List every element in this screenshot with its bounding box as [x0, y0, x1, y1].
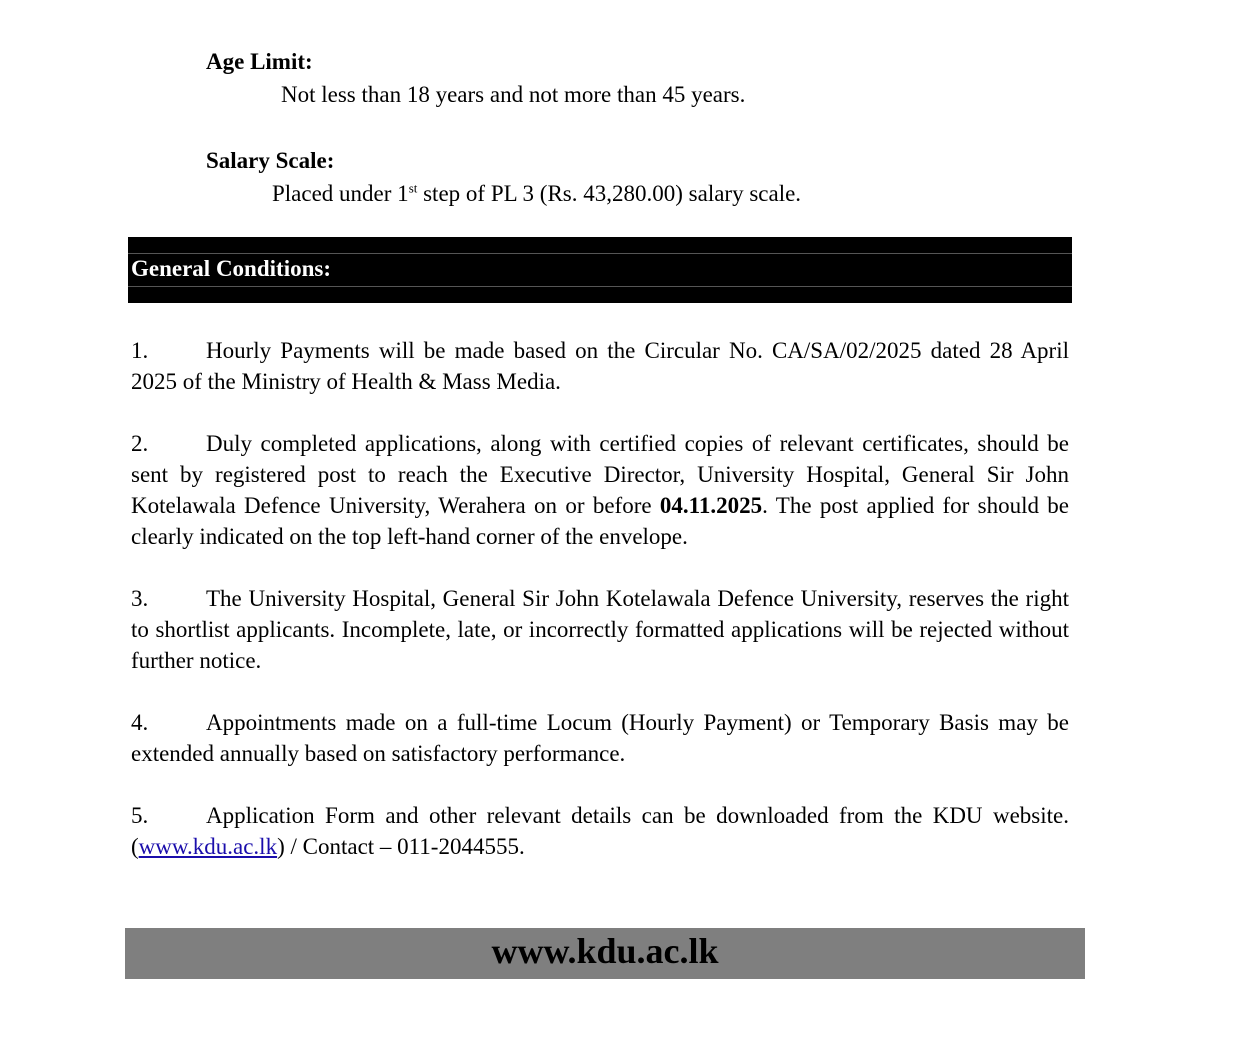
- footer-banner: [125, 928, 1085, 979]
- salary-scale-superscript: st: [408, 180, 418, 196]
- salary-scale-text: [272, 178, 801, 209]
- condition-number: 1.: [131, 338, 149, 363]
- condition-text: The University Hospital, General Sir John Kotelawala Defence University, reserves the right to shortlist applicants. Incomplete, late, or incorrectly formatted applications will be rejected without further notice.: [131, 586, 1069, 673]
- deadline-date: 04.11.2025: [659, 493, 763, 518]
- footer-url: www.kdu.ac.lk: [491, 931, 719, 971]
- condition-text-end: ) / Contact – 011-2044555.: [277, 834, 525, 859]
- age-limit-text: Not less than 18 years and not more than 45 years.: [281, 82, 746, 107]
- bar-divider-bottom: [128, 286, 1072, 287]
- condition-number: 4.: [131, 710, 149, 735]
- condition-text-start: Duly completed applications, along with certified copies of relevant certificates, should be sent by registered post to reach the Executive Director, University Hospital, General Sir John Kotelawala Defence University, Werahera on or before: [131, 431, 1069, 518]
- condition-text: Hourly Payments will be made based on the Circular No. CA/SA/02/2025 dated 28 April 2025 of the Ministry of Health & Mass Media.: [131, 338, 1069, 394]
- condition-item-4: [131, 707, 1069, 769]
- condition-item-2: [131, 428, 1069, 552]
- condition-number: 2.: [131, 431, 149, 456]
- condition-text: Appointments made on a full-time Locum (Hourly Payment) or Temporary Basis may be extended annually based on satisfactory performance.: [131, 710, 1069, 766]
- condition-item-5: [131, 800, 1069, 862]
- condition-text-start: Application Form and other relevant details can be downloaded from the KDU website. (: [131, 803, 1069, 859]
- age-limit-heading: Age Limit:: [206, 49, 313, 74]
- salary-scale-text-end: step of PL 3 (Rs. 43,280.00) salary scale.: [417, 181, 802, 206]
- condition-item-1: [131, 335, 1069, 397]
- kdu-website-link[interactable]: www.kdu.ac.lk: [138, 834, 278, 859]
- condition-text-end: . The post applied for should be clearly indicated on the top left-hand corner of the envelope.: [131, 493, 1070, 549]
- condition-number: 3.: [131, 586, 149, 611]
- salary-scale-heading: Salary Scale:: [206, 148, 335, 173]
- salary-scale-text-start: Placed under 1: [272, 181, 409, 206]
- condition-item-3: [131, 583, 1069, 676]
- general-conditions-heading: General Conditions:: [131, 256, 331, 281]
- condition-number: 5.: [131, 803, 149, 828]
